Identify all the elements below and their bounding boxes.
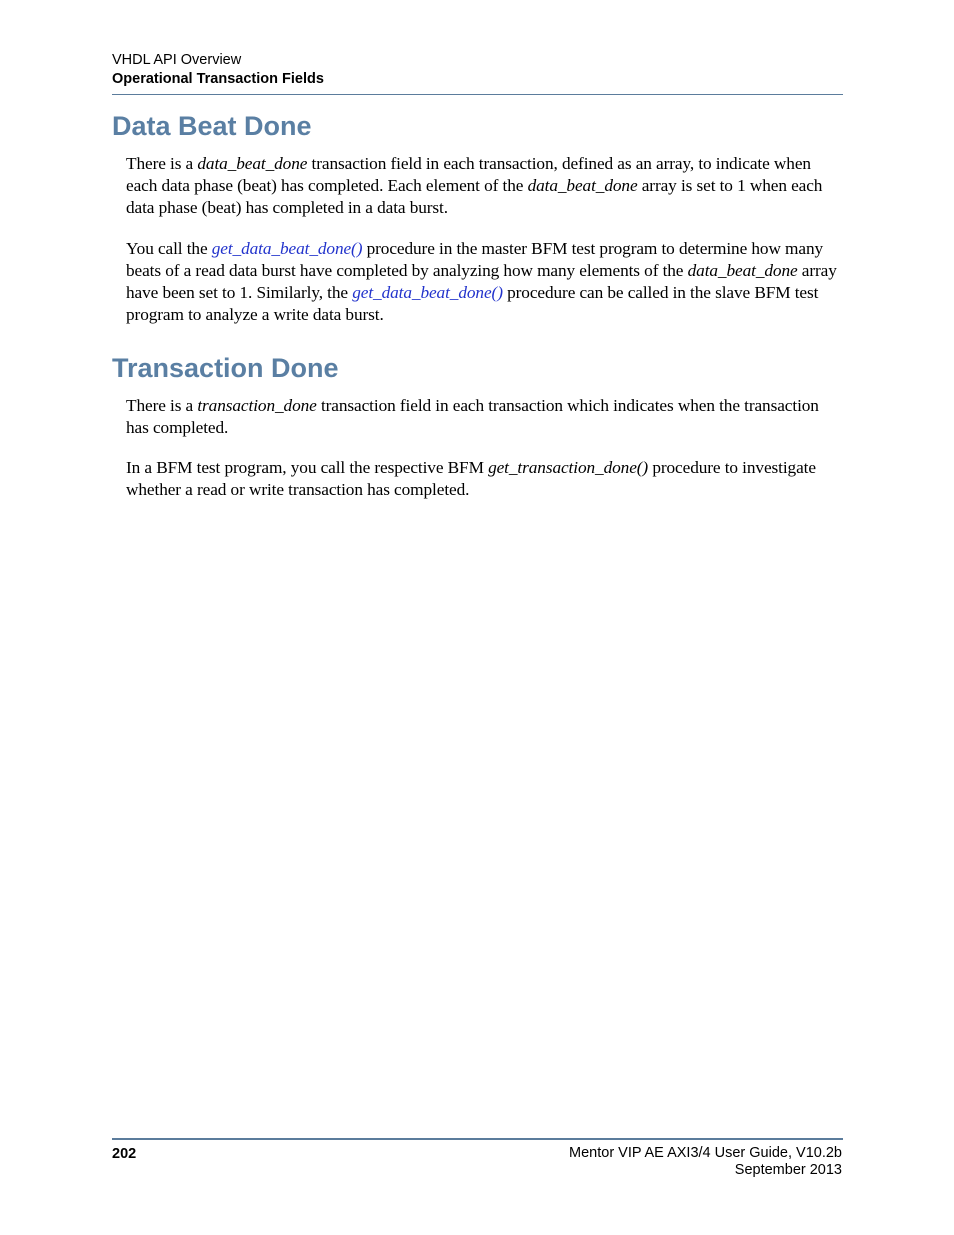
text-run: procedure in the master BFM test program to determine how many beats of a read data burst have completed by analyzing how many elements of the xyxy=(126,239,824,280)
paragraph-data-beat-done-2 xyxy=(126,238,842,326)
heading-transaction-done: Transaction Done xyxy=(112,353,339,383)
heading-data-beat-done: Data Beat Done xyxy=(112,111,312,141)
text-run: transaction field in each transaction which indicates when the transaction has completed. xyxy=(126,396,819,437)
running-header-section: Operational Transaction Fields xyxy=(112,71,324,87)
text-run: array have been set to 1. Similarly, the xyxy=(126,261,837,302)
field-name: data_beat_done xyxy=(687,261,798,280)
paragraph-transaction-done-2 xyxy=(126,457,842,501)
text-run: array is set to 1 when each data phase (beat) has completed in a data burst. xyxy=(126,176,823,217)
link-get-data-beat-done[interactable]: get_data_beat_done() xyxy=(211,239,363,258)
publication-date: September 2013 xyxy=(734,1162,842,1178)
field-name: data_beat_done xyxy=(527,176,638,195)
text-run: procedure can be called in the slave BFM test program to analyze a write data burst. xyxy=(126,283,819,324)
page-number: 202 xyxy=(112,1146,137,1162)
running-header-chapter: VHDL API Overview xyxy=(112,52,242,68)
footer-rule xyxy=(112,1138,843,1140)
guide-title: Mentor VIP AE AXI3/4 User Guide, V10.2b xyxy=(569,1145,842,1161)
field-name: data_beat_done xyxy=(197,154,308,173)
procedure-name: get_transaction_done() xyxy=(488,458,649,477)
text-run: transaction field in each transaction, defined as an array, to indicate when each data phase (beat) has completed. Each element of the xyxy=(126,154,811,195)
text-run: You call the xyxy=(126,239,212,258)
link-get-data-beat-done-2[interactable]: get_data_beat_done() xyxy=(352,283,503,302)
header-rule xyxy=(112,94,843,95)
paragraph-data-beat-done-1 xyxy=(126,153,842,219)
paragraph-transaction-done-1 xyxy=(126,395,842,439)
text-run: procedure to investigate whether a read or write transaction has completed. xyxy=(126,458,816,499)
field-name: transaction_done xyxy=(197,396,317,415)
text-run: There is a xyxy=(126,154,198,173)
footer-guide-info xyxy=(569,1145,842,1179)
text-run: There is a xyxy=(126,396,198,415)
text-run: In a BFM test program, you call the respective BFM xyxy=(126,458,489,477)
